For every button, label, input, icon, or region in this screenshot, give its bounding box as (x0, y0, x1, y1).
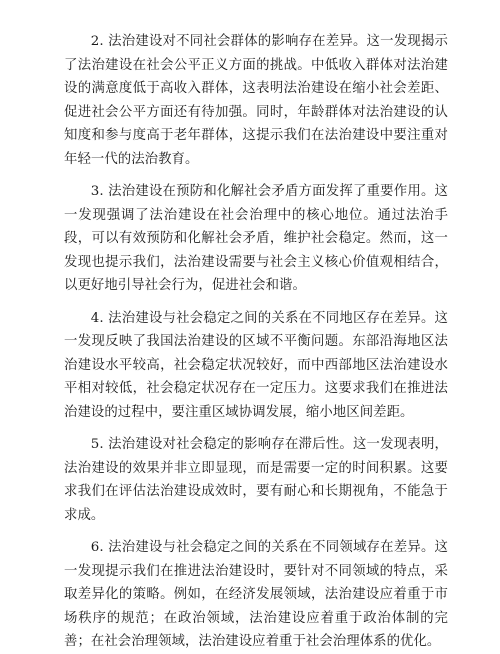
paragraph-6: 6. 法治建设与社会稳定之间的关系在不同领域存在差异。这一发现提示我们在推进法治建设时，要针对不同领域的特点，采取差异化的策略。例如，在经济发展领域，法治建设应着重于市场秩序的规范；在政治领域，法治建设应着重于政治体制的完善；在社会治理领域，法治建设应着重于社会治理体系的优化。 (64, 540, 448, 649)
paragraph-3: 3. 法治建设在预防和化解社会矛盾方面发挥了重要作用。这一发现强调了法治建设在社会治理中的核心地位。通过法治手段，可以有效预防和化解社会矛盾，维护社会稳定。然而，这一发现也提示我们，法治建设需要与社会主义核心价值观相结合，以更好地引导社会行为，促进社会和谐。 (64, 184, 448, 293)
paragraph-2: 2. 法治建设对不同社会群体的影响存在差异。这一发现揭示了法治建设在社会公平正义方面的挑战。中低收入群体对法治建设的满意度低于高收入群体，这表明法治建设在缩小社会差距、促进社会公平方面还有待加强。同时，年龄群体对法治建设的认知度和参与度高于老年群体，这提示我们在法治建设中要注重对年轻一代的法治教育。 (64, 34, 448, 167)
paragraph-5: 5. 法治建设对社会稳定的影响存在滞后性。这一发现表明，法治建设的效果并非立即显现，而是需要一定的时间积累。这要求我们在评估法治建设成效时，要有耐心和长期视角，不能急于求成。 (64, 437, 448, 523)
paragraph-4: 4. 法治建设与社会稳定之间的关系在不同地区存在差异。这一发现反映了我国法治建设的区域不平衡问题。东部沿海地区法治建设水平较高，社会稳定状况较好，而中西部地区法治建设水平相对较低，社会稳定状况存在一定压力。这要求我们在推进法治建设的过程中，要注重区域协调发展，缩小地区间差距。 (64, 310, 448, 420)
